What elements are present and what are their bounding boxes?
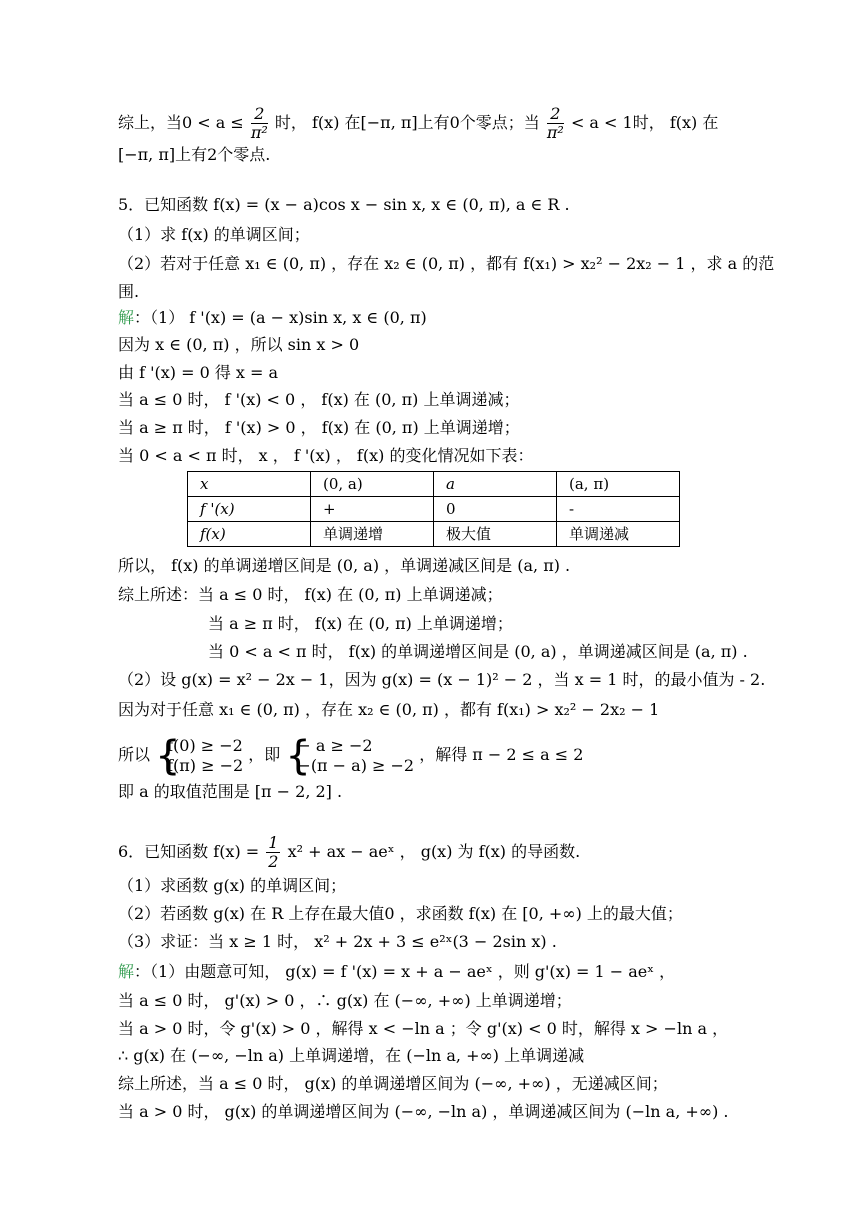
fraction-2-over-pi-squared-2: $\frac{2}{\text{π²}}$ <box>546 104 564 142</box>
problem-6-solution-line-3: 当 a > 0 时，令 g'(x) > 0 ，解得 x < −ln a ；令 g'(x) < 0 时，解得 x > −ln a ， <box>118 1019 729 1038</box>
problem-6-solution-line-5: 综上所述，当 a ≤ 0 时， g(x) 的单调递增区间为 (−∞, +∞) ，无递减区间； <box>118 1074 668 1093</box>
problem-5-q1: （1）求 f(x) 的单调区间； <box>118 225 310 244</box>
problem-5-title: 5．已知函数 f(x) = (x − a)cos x − sin x, x ∈ (0, π), a ∈ R . <box>118 195 570 214</box>
problem-6-solution-line-4: ∴ g(x) 在 (−∞, −ln a) 上单调递增，在 (−ln a, +∞) 上单调递减 <box>118 1046 585 1065</box>
table-cell: - <box>557 497 680 522</box>
problem-5-solution-line-2: 因为 x ∈ (0, π) ，所以 sin x > 0 <box>118 335 360 354</box>
problem-6-title: 6．已知函数 f(x) = $\frac{1}{2}$ x² + ax − aeˣ ， g(x) 为 f(x) 的导函数. <box>118 833 581 871</box>
table-cell: x <box>188 472 311 497</box>
prev-conclusion-line-2: [−π, π]上有2个零点. <box>118 145 271 164</box>
prev-text-b: 时， f(x) 在[−π, π]上有0个零点；当 <box>274 113 540 132</box>
problem-5-solution-line-7: 所以， f(x) 的单调递增区间是 (0, a) ，单调递减区间是 (a, π) . <box>118 556 571 575</box>
table-cell: a <box>434 472 557 497</box>
problem-5-solution-line-10: 当 0 < a < π 时， f(x) 的单调递增区间是 (0, a) ，单调递减区间是 (a, π) . <box>208 642 748 661</box>
problem-5-solution-line-12: 因为对于任意 x₁ ∈ (0, π) ，存在 x₂ ∈ (0, π) ，都有 f(x₁) > x₂² − 2x₂ − 1 <box>118 700 660 719</box>
table-cell: (a, π) <box>557 472 680 497</box>
variation-table <box>187 471 680 547</box>
problem-6-q2: （2）若函数 g(x) 在 R 上存在最大值0 ，求函数 f(x) 在 [0, +∞) 上的最大值； <box>118 904 683 923</box>
fraction-one-half: $\frac{1}{2}$ <box>268 833 279 871</box>
table-cell: 极大值 <box>434 522 557 547</box>
problem-5-solution-line-13: 所以 { f(0) ≥ −2 f(π) ≥ −2 ，即 { − a ≥ −2 −(π − a) ≥ −2 ，解得 π − 2 ≤ a ≤ 2 <box>118 732 584 779</box>
problem-5-q2-line-2: 围. <box>118 282 140 301</box>
solution-label: 解 <box>118 308 135 327</box>
problem-5-q2-line-1: （2）若对于任意 x₁ ∈ (0, π) ，存在 x₂ ∈ (0, π) ，都有 f(x₁) > x₂² − 2x₂ − 1 ，求 a 的范 <box>118 254 775 273</box>
table-cell: f '(x) <box>188 497 311 522</box>
table-cell: + <box>311 497 434 522</box>
table-cell: 单调递增 <box>311 522 434 547</box>
table-cell: (0, a) <box>311 472 434 497</box>
fraction-2-over-pi-squared: $\frac{2}{\text{π²}}$ <box>250 104 268 142</box>
solution-label: 解 <box>118 962 135 981</box>
problem-5-solution-line-1: 解：（1） f '(x) = (a − x)sin x, x ∈ (0, π) <box>118 308 427 327</box>
table-cell: f(x) <box>188 522 311 547</box>
table-row <box>188 497 680 522</box>
problem-5-solution-line-3: 由 f '(x) = 0 得 x = a <box>118 363 279 382</box>
problem-5-solution-line-9: 当 a ≥ π 时， f(x) 在 (0, π) 上单调递增； <box>208 614 513 633</box>
problem-6-solution-line-6: 当 a > 0 时， g(x) 的单调递增区间为 (−∞, −ln a) ，单调递减区间为 (−ln a, +∞) . <box>118 1102 729 1121</box>
table-cell: 单调递减 <box>557 522 680 547</box>
problem-6-solution-line-1: 解：（1）由题意可知， g(x) = f '(x) = x + a − aeˣ ，则 g'(x) = 1 − aeˣ ， <box>118 962 676 981</box>
prev-text-a: 综上，当0 < a ≤ <box>118 113 244 132</box>
table-cell: 0 <box>434 497 557 522</box>
problem-5-solution-line-11: （2）设 g(x) = x² − 2x − 1，因为 g(x) = (x − 1)² − 2 ，当 x = 1 时，的最小值为 - 2. <box>118 670 766 689</box>
prev-conclusion-line-1 <box>118 103 820 143</box>
prev-text-c: < a < 1时， f(x) 在 <box>570 113 719 132</box>
problem-5-solution-line-14: 即 a 的取值范围是 [π − 2, 2] . <box>118 782 343 801</box>
table-row <box>188 522 680 547</box>
problem-5-solution-line-5: 当 a ≥ π 时， f '(x) > 0 ， f(x) 在 (0, π) 上单调递增； <box>118 418 520 437</box>
inequality-system-2: { − a ≥ −2 −(π − a) ≥ −2 <box>285 732 415 779</box>
problem-5-solution-line-6: 当 0 < a < π 时， x ， f '(x) ， f(x) 的变化情况如下表： <box>118 446 534 465</box>
table-row <box>188 472 680 497</box>
problem-6-solution-line-2: 当 a ≤ 0 时， g'(x) > 0 ，∴ g(x) 在 (−∞, +∞) 上单调递增； <box>118 991 572 1010</box>
problem-6-q1: （1）求函数 g(x) 的单调区间； <box>118 876 347 895</box>
problem-5-solution-line-8: 综上所述：当 a ≤ 0 时， f(x) 在 (0, π) 上单调递减； <box>118 585 503 604</box>
inequality-system-1: { f(0) ≥ −2 f(π) ≥ −2 <box>155 732 244 779</box>
problem-5-solution-line-4: 当 a ≤ 0 时， f '(x) < 0 ， f(x) 在 (0, π) 上单调递减； <box>118 390 520 409</box>
problem-6-q3: （3）求证：当 x ≥ 1 时， x² + 2x + 3 ≤ e²ˣ(3 − 2sin x) . <box>118 932 557 951</box>
